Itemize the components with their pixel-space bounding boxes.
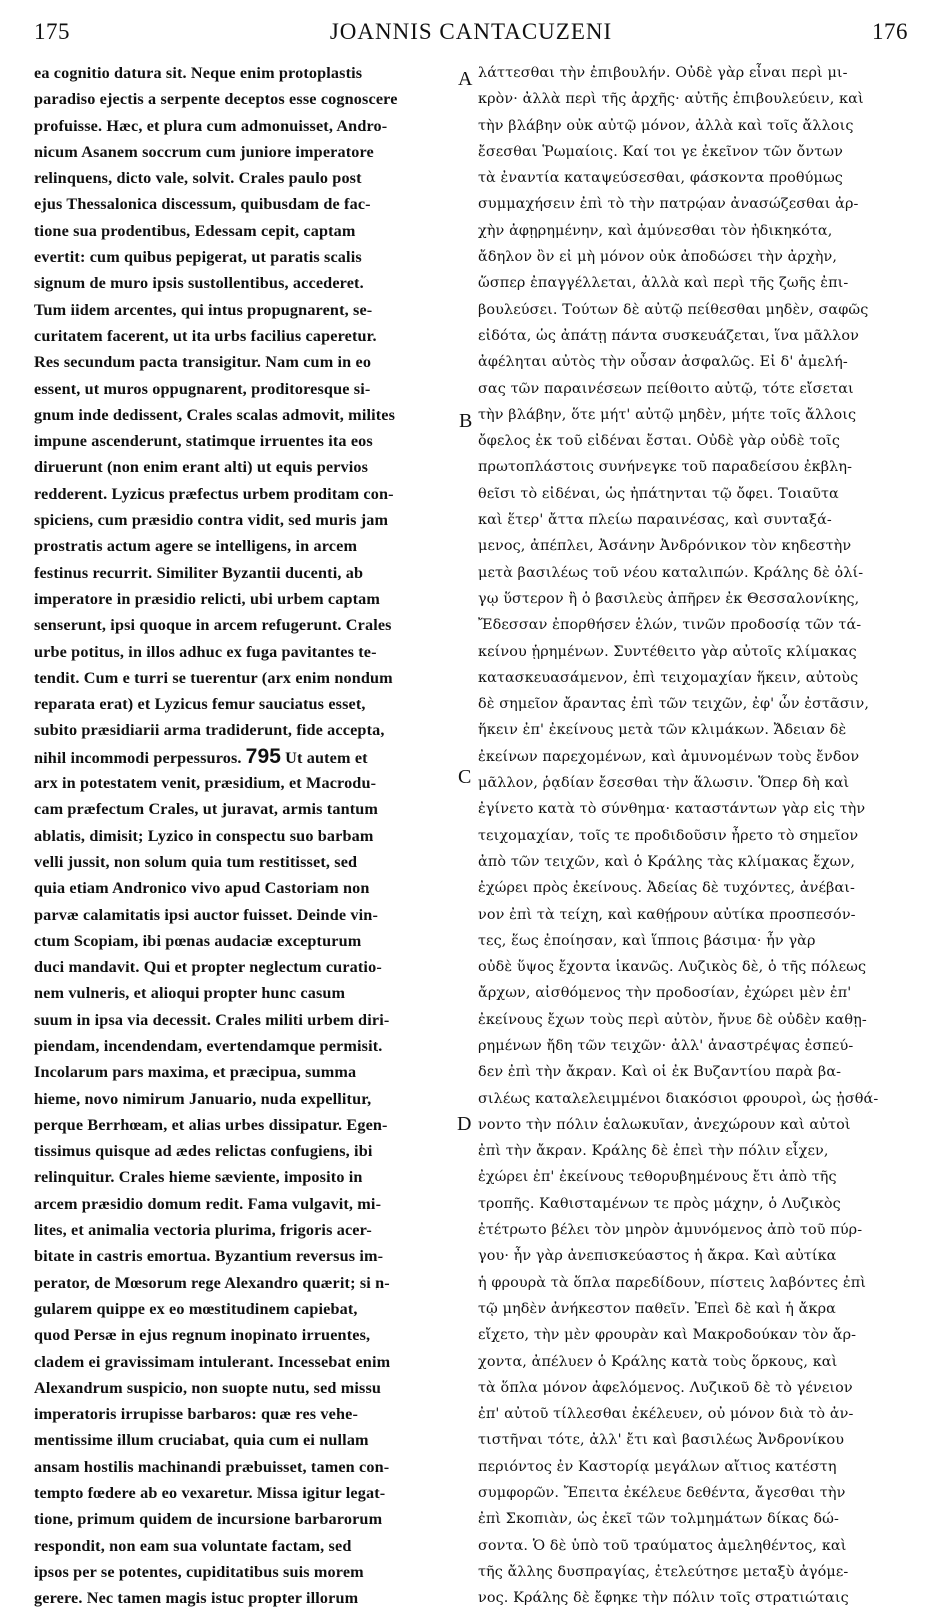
latin-text-line — [34, 60, 454, 86]
latin-line-text: piendam, incendendam, evertendamque permisit. — [34, 1036, 383, 1055]
latin-text-line — [34, 218, 454, 244]
latin-text-line — [34, 533, 454, 559]
latin-line-text: perque Berrhœam, et alias urbes dissipatur. Egen- — [34, 1115, 388, 1134]
latin-line-text: duci mandavit. Qui et propter neglectum curatio- — [34, 958, 382, 977]
greek-text-line: χὴν ἀφῃρημένην, καὶ ἀμύνεσθαι τὸν ἠδικηκότα, — [478, 222, 833, 239]
latin-line-text: Tum iidem arcentes, qui intus propugnarent, se- — [34, 300, 373, 319]
latin-line-text: reparata erat) et Lyzicus femur sauciatus esset, — [34, 695, 366, 714]
latin-line-text: perator, de Mœsorum rege Alexandro quærit; si n- — [34, 1273, 390, 1292]
latin-line-text: cladem ei gravissimam intulerant. Incessebat enim — [34, 1352, 391, 1371]
greek-text-line: εἴχετο, τὴν μὲν φρουρὰν καὶ Μακροδούκαν τὸν ἄρ- — [478, 1327, 857, 1344]
latin-line-text: ablatis, dimisit; Lyzico in conspectu suo barbam — [34, 826, 374, 845]
greek-text-line: τῆς ἄλλης δυσπραγίας, ἐτελεύτησε μεταξὺ ἀγόμε- — [478, 1563, 849, 1580]
margin-letter-b: B — [459, 410, 473, 432]
greek-text-line: σοντα. Ὁ δὲ ὑπὸ τοῦ τραύματος ἀμεληθέντος, καὶ — [478, 1537, 847, 1554]
latin-text-line — [34, 1112, 454, 1138]
latin-line-text: paradiso ejectis a serpente deceptos esse cognoscere — [34, 90, 398, 109]
greek-text-line: ὥσπερ ἐπαγγέλλεται, ἀλλὰ καὶ περὶ τῆς ζωῆς ἐπι- — [478, 275, 849, 292]
latin-line-text: essent, ut muros oppugnarent, proditoresque si- — [34, 379, 371, 398]
latin-text-line — [34, 1480, 454, 1506]
latin-text-line — [34, 1322, 454, 1348]
greek-text-line: τῷ μηδὲν ἀνήκεστον παθεῖν. Ἐπεὶ δὲ καὶ ἡ ἄκρα — [478, 1300, 836, 1317]
latin-line-text: evertit: cum quibus pepigerat, ut paratis scalis — [34, 248, 362, 267]
latin-line-text: respondit, non eam sua voluntate factam, sed — [34, 1536, 352, 1555]
latin-line-text: ejus Thessalonica discessum, quibusdam de fac- — [34, 195, 371, 214]
latin-text-line — [34, 560, 454, 586]
latin-line-text: nihil incommodi perpessuros. — [34, 748, 242, 767]
inline-page-number: 795 — [245, 744, 282, 768]
greek-text-line: κείνου ᾑρημένων. Συντέθειτο γὰρ αὐτοῖς κλίμακας — [478, 643, 857, 660]
greek-text-line: ἥκειν ἐπ' ἐκείνους μετὰ τῶν κλιμάκων. Ἄδειαν δὲ — [478, 722, 847, 739]
greek-text-line: οὐδὲ ὕψος ἔχοντα ἱκανῶς. Λυζικὸς δὲ, ὁ τῆς πόλεως — [478, 959, 867, 976]
latin-line-text: lites, et animalia vectoria plurima, frigoris acer- — [34, 1221, 372, 1240]
latin-text-line — [34, 928, 454, 954]
greek-text-line: Ἔδεσσαν ἐπορθήσεν ἑλών, τινῶν προδοσίᾳ τῶν τά- — [478, 617, 862, 634]
greek-text-line: ἐχώρει πρὸς ἐκείνους. Ἀδείας δὲ τυχόντες, ἀνέβαι- — [478, 880, 856, 897]
latin-text-line — [34, 1164, 454, 1190]
latin-line-text: tempto fœdere ab eo vexaretur. Missa igitur legat- — [34, 1484, 386, 1503]
latin-text-line — [34, 823, 454, 849]
latin-text-line — [34, 428, 454, 454]
latin-text-line — [34, 1191, 454, 1217]
greek-text-line: λάττεσθαι τὴν ἐπιβουλήν. Οὐδὲ γὰρ εἶναι περὶ μι- — [478, 65, 848, 81]
latin-line-text: nicum Asanem soccrum cum juniore imperatore — [34, 142, 374, 161]
greek-text-line: χοντα, ἀπέλυεν ὁ Κράλης κατὰ τοὺς ὅρκους, καὶ — [478, 1353, 838, 1370]
running-title: JOANNIS CANTACUZENI — [329, 19, 613, 44]
greek-text-line: ἐγίνετο κατὰ τὸ σύνθημα· καταστάντων γὰρ εἰς τὴν — [478, 801, 866, 818]
latin-text-line — [34, 113, 454, 139]
latin-text-line — [34, 481, 454, 507]
latin-text-line — [34, 665, 454, 691]
latin-text-line — [34, 507, 454, 533]
latin-line-text: gerere. Nec tamen magis istuc propter illorum — [34, 1589, 359, 1608]
greek-text-line: τροπῆς. Καθισταμένων τε πρὸς μάχην, ὁ Λυζικὸς — [478, 1195, 841, 1212]
latin-text-line — [34, 191, 454, 217]
greek-text-line: μετὰ βασιλέως τοῦ νέου καταλιπών. Κράλης δὲ ὀλί- — [478, 564, 864, 581]
latin-text-line — [34, 1007, 454, 1033]
latin-line-text: urbe potitus, in illos adhuc ex fuga pavitantes te- — [34, 642, 377, 661]
latin-text-line — [34, 1033, 454, 1059]
greek-text-line: συμμαχήσειν ἐπὶ τὸ τὴν πατρῴαν ἀνασώζεσθαι ἀρ- — [478, 196, 859, 213]
latin-text-line — [34, 612, 454, 638]
latin-text-line — [34, 902, 454, 928]
latin-text-line — [34, 165, 454, 191]
latin-text-line — [34, 270, 454, 296]
latin-line-text: Alexandrum suspicio, non suopte nutu, sed missu — [34, 1378, 382, 1397]
greek-text-line: ἔσεσθαι Ῥωμαίοις. Καί τοι γε ἐκεῖνον τῶν ὄντων — [478, 143, 843, 160]
greek-text-line: σιλέως καταλελειμμένοι διακόσιοι φρουροὶ, ὡς ᾐσθά- — [478, 1090, 879, 1107]
latin-text-line — [34, 1454, 454, 1480]
latin-line-text: ea cognitio datura sit. Neque enim protoplastis — [34, 64, 363, 82]
greek-text-line: τὴν βλάβην οὐκ αὐτῷ μόνον, ἀλλὰ καὶ τοῖς ἄλλοις — [478, 117, 854, 134]
latin-text-line — [34, 1217, 454, 1243]
latin-text-line — [34, 1243, 454, 1269]
latin-text-line — [34, 139, 454, 165]
latin-line-text: signum de muro ipsis sustollentibus, accederet. — [34, 274, 364, 293]
margin-letter-c: C — [458, 766, 472, 788]
latin-text-line — [34, 639, 454, 665]
latin-text-line — [34, 1506, 454, 1532]
greek-text-line: κρὸν· ἀλλὰ περὶ τῆς ἀρχῆς· αὐτῆς ἐπιβουλεύειν, καὶ — [478, 91, 864, 108]
greek-text-line: νον ἐπὶ τὰ τείχη, καὶ καθῄρουν αὐτίκα προσπεσόν- — [478, 906, 856, 923]
latin-line-text: relinquens, dicto vale, solvit. Crales paulo post — [34, 169, 362, 188]
latin-line-text: cam præfectum Crales, ut juravat, armis tantum — [34, 800, 379, 819]
latin-line-continuation: Ut autem et — [285, 748, 368, 767]
greek-text-line: δεν ἐπὶ τὴν ἄκραν. Καὶ οἱ ἐκ Βυζαντίου παρὰ βα- — [478, 1064, 842, 1081]
greek-text-line: ἄδηλον ὂν εἰ μὴ μόνον οὐκ ἀποδώσει τὴν ἀρχὴν, — [478, 249, 838, 266]
greek-text-line: ρημένων ἤδη τῶν τειχῶν· ἀλλ' ἀναστρέψας ἐσπεύ- — [478, 1037, 854, 1054]
latin-text-line — [34, 1349, 454, 1375]
latin-text-line — [34, 349, 454, 375]
greek-text-line: περιόντος ἐν Καστορίᾳ μεγάλων αἴτιος κατέστη — [478, 1458, 837, 1475]
greek-text-line: ἐτέτρωτο βέλει τὸν μηρὸν ἀμυνόμενος ἀπὸ τοῦ πύρ- — [478, 1222, 863, 1239]
greek-text-line: τες, ἕως ἐποίησαν, καὶ ἵπποις βάσιμα· ἦν γὰρ — [478, 932, 816, 949]
left-page-number: 175 — [34, 19, 70, 44]
latin-text-line — [34, 1270, 454, 1296]
greek-text-line: τὰ ὅπλα μόνον ἀφελόμενος. Λυζικοῦ δὲ τὸ γένειον — [478, 1379, 853, 1396]
latin-text-line — [34, 1533, 454, 1559]
latin-text-line — [34, 849, 454, 875]
greek-text-line: ἐπὶ Σκοπιὰν, ὡς ἐκεῖ τῶν τολμημάτων δίκας δώ- — [478, 1511, 839, 1528]
greek-text-line: δὲ σημεῖον ἄραντας ἐπὶ τῶν τειχῶν, ἐφ' ὧν ἐστᾶσιν, — [478, 696, 870, 713]
latin-text-line — [34, 1585, 454, 1611]
latin-column — [34, 60, 454, 1612]
latin-text-line — [34, 875, 454, 901]
latin-line-text: ansam hostilis machinandi præbuisset, tamen con- — [34, 1457, 390, 1476]
margin-letter-a: A — [458, 68, 473, 90]
latin-text-line — [34, 717, 454, 743]
greek-text-line: ἡ φρουρὰ τὰ ὅπλα παρεδίδουν, πίστεις λαβόντες ἐπὶ — [478, 1274, 867, 1291]
latin-line-text: relinquitur. Crales hieme sæviente, imposito in — [34, 1168, 363, 1187]
latin-line-text: quia etiam Andronico vivo apud Castoriam non — [34, 879, 370, 898]
latin-line-text: curitatem facerent, ut ita urbs facilius caperetur. — [34, 326, 377, 345]
latin-line-text: quod Persæ in ejus regnum inopinato irruentes, — [34, 1326, 371, 1345]
greek-text-line: ἀφέληται αὐτὸς τὴν οὖσαν ἀσφαλῶς. Εἰ δ' ἀμελή- — [478, 354, 848, 371]
greek-text-line: νος. Κράλης δὲ ἔφηκε τὴν πόλιν τοῖς στρατιώταις — [478, 1590, 849, 1607]
latin-text-line — [34, 980, 454, 1006]
latin-text-line — [34, 244, 454, 270]
latin-line-text: festinus recurrit. Similiter Byzantii ducenti, ab — [34, 563, 364, 582]
greek-text-line: ἐχώρει ἐπ' ἐκείνους τεθορυβημένους ἔτι ἀπὸ τῆς — [478, 1169, 837, 1186]
greek-text-line: νοντο τὴν πόλιν ἑαλωκυῖαν, ἀνεχώρουν καὶ αὐτοὶ — [478, 1116, 851, 1133]
latin-text-line — [34, 86, 454, 112]
greek-text-line: γῳ ὕστερον ἢ ὁ βασιλεὺς ἀπῆρεν ἐκ Θεσσαλονίκης, — [478, 590, 860, 607]
latin-line-text: mentissime illum cruciabat, quia cum ei nullam — [34, 1431, 369, 1450]
latin-line-text: nem vulneris, et alioqui propter hunc casum — [34, 984, 346, 1003]
greek-text-line: μᾶλλον, ῥᾳδίαν ἔσεσθαι τὴν ἅλωσιν. Ὅπερ δὴ καὶ — [478, 775, 850, 792]
latin-line-text: Incolarum pars maxima, et præcipua, summa — [34, 1063, 357, 1082]
greek-text-line: πρωτοπλάστοις συνήνεγκε τοῦ παραδείσου ἐκβλη- — [478, 459, 853, 476]
latin-text-line — [34, 323, 454, 349]
latin-text-line — [34, 1059, 454, 1085]
latin-line-text: Res secundum pacta transigitur. Nam cum in eo — [34, 353, 372, 372]
greek-text-line: καὶ ἕτερ' ἄττα πλείω παραινέσας, καὶ συνταξά- — [478, 512, 832, 529]
greek-text-line: κατασκευασάμενον, ἐπὶ τειχομαχίαν ἥκειν, αὐτοὺς — [478, 669, 859, 686]
latin-line-text: tione sua prodentibus, Edessam cepit, captam — [34, 221, 356, 240]
latin-text-line — [34, 1559, 454, 1585]
latin-text-line — [34, 1401, 454, 1427]
latin-text-line — [34, 454, 454, 480]
greek-text-line: θεῖσι τὸ εἰδέναι, ὡς ἠπάτηνται τῷ ὄφει. Τοιαῦτα — [478, 485, 839, 502]
latin-text-line — [34, 1427, 454, 1453]
latin-line-text: gularem quippe ex eo mœstitudinem capiebat, — [34, 1299, 358, 1318]
latin-text-line — [34, 770, 454, 796]
greek-text-line: ἐπ' αὐτοῦ τίλλεσθαι ἐκέλευεν, οὐ μόνον διὰ τὸ ἀν- — [478, 1406, 854, 1423]
latin-line-text: imperatoris irrupisse barbaros: quæ res vehe- — [34, 1405, 359, 1424]
latin-line-text: redderent. Lyzicus præfectus urbem proditam con- — [34, 484, 394, 503]
latin-text-line — [34, 1138, 454, 1164]
greek-text-line: συμφορῶν. Ἔπειτα ἐκέλευε δεθέντα, ἄγεσθαι τὴν — [478, 1485, 846, 1502]
latin-text-line — [34, 1375, 454, 1401]
greek-text-line: γου· ἦν γὰρ ἀνεπισκεύαστος ἡ ἄκρα. Καὶ αὐτίκα — [478, 1248, 837, 1265]
latin-text-line — [34, 586, 454, 612]
latin-line-text: senserunt, ipsi quoque in arcem refugerunt. Crales — [34, 616, 392, 635]
latin-line-text: bitate in castris emortua. Byzantium reversus im- — [34, 1247, 384, 1266]
greek-text-line: ἐκείνους ἔχων τοὺς περὶ αὐτὸν, ἤνυε δὲ οὐδὲν καθῃ- — [478, 1011, 867, 1028]
right-page-number: 176 — [871, 19, 908, 44]
latin-text-line — [34, 691, 454, 717]
greek-text-line: τιστῆναι τότε, ἀλλ' ἔτι καὶ βασιλέως Ἀνδρονίκου — [478, 1432, 845, 1449]
greek-text-line: τὰ ἐναντία καταψεύσεσθαι, φάσκοντα προθύμως — [478, 170, 843, 187]
latin-line-text: ipsos per se potentes, cupiditatibus suis morem — [34, 1562, 364, 1581]
greek-text-line: ὄφελος ἐκ τοῦ εἰδέναι ἔσται. Οὐδὲ γὰρ οὐδὲ τοῖς — [478, 433, 841, 450]
latin-line-text: suum in ipsa via decessit. Crales militi urbem diri- — [34, 1010, 390, 1029]
latin-line-text: parvæ calamitatis ipsi auctor fuisset. Deinde vin- — [34, 905, 378, 924]
greek-text-line: τὴν βλάβην, ὅτε μήτ' αὐτῷ μηδὲν, μήτε τοῖς ἄλλοις — [478, 406, 857, 423]
latin-line-text: imperatore in præsidio relicti, ubi urbem captam — [34, 589, 381, 608]
greek-text-line: ἀπὸ τῶν τειχῶν, καὶ ὁ Κράλης τὰς κλίμακας ἔχων, — [478, 853, 856, 870]
latin-line-text: arcem præsidio domum redit. Fama vulgavit, mi- — [34, 1194, 382, 1213]
latin-text-line — [34, 402, 454, 428]
greek-text-line: ἐκείνων παρεχομένων, καὶ ἀμυνομένων τοὺς ἔνδον — [478, 748, 860, 765]
greek-text-line: μενος, ἀπέπλει, Ἀσάνην Ἀνδρόνικον τὸν κηδεστὴν — [478, 538, 852, 555]
latin-line-text: arx in potestatem venit, præsidium, et Macrodu- — [34, 774, 377, 793]
page-header — [34, 12, 908, 52]
latin-text-line — [34, 297, 454, 323]
greek-text-line: τειχομαχίαν, τοῖς τε προδιδοῦσιν ἦρετο τὸ σημεῖον — [478, 827, 859, 844]
latin-line-text: gnum inde dedissent, Crales scalas admovit, milites — [34, 405, 396, 424]
latin-line-text: prostratis actum agere se intelligens, in arcem — [34, 537, 358, 556]
latin-line-text: diruerunt (non enim erant alti) ut equis pervios — [34, 458, 369, 477]
greek-text-line: σας τῶν παραινέσεων πείθοιτο αὐτῷ, τότε εἴσεται — [478, 380, 854, 397]
latin-line-text: subito præsidiarii arma tradiderunt, fide accepta, — [34, 721, 385, 740]
latin-line-text: tione, primum quidem de incursione barbarorum — [34, 1510, 383, 1529]
latin-line-text: impune ascenderunt, statimque irruentes ita eos — [34, 432, 373, 451]
latin-line-text: hieme, novo nimirum Januario, nuda expellitur, — [34, 1089, 372, 1108]
greek-column — [478, 60, 910, 1612]
greek-text-line: ἐπὶ τὴν ἄκραν. Κράλης δὲ ἐπεὶ τὴν πόλιν εἶχεν, — [478, 1143, 829, 1160]
latin-text-line — [34, 954, 454, 980]
latin-line-text: profuisse. Hæc, et plura cum admonuisset, Andro- — [34, 116, 388, 135]
latin-text-line — [34, 744, 454, 770]
latin-line-text: spiciens, cum præsidio contra vidit, sed muris jam — [34, 511, 389, 530]
margin-letter-d: D — [457, 1113, 472, 1135]
latin-line-text: tendit. Cum e turri se tuerentur (arx enim nondum — [34, 668, 393, 687]
latin-line-text: ctum Scopiam, ibi pœnas audaciæ excepturum — [34, 931, 362, 950]
latin-text-line — [34, 1296, 454, 1322]
greek-text-line: ἄρχων, αἰσθόμενος τὴν προδοσίαν, ἐχώρει μὲν ἐπ' — [478, 985, 852, 1002]
latin-text-line — [34, 1086, 454, 1112]
latin-line-text: velli jussit, non solum quia tum restitisset, sed — [34, 852, 358, 871]
latin-text-line — [34, 376, 454, 402]
greek-text-line: βουλεύσει. Τούτων δὲ αὐτῷ πείθεσθαι μηδὲν, σαφῶς — [478, 301, 869, 318]
latin-line-text: tissimus quisque ad ædes relictas confugiens, ibi — [34, 1142, 373, 1161]
latin-text-line — [34, 796, 454, 822]
greek-text-line: εἰδότα, ὡς ἀπάτῃ πάντα συσκευάζεται, ἵνα μᾶλλον — [478, 327, 859, 344]
